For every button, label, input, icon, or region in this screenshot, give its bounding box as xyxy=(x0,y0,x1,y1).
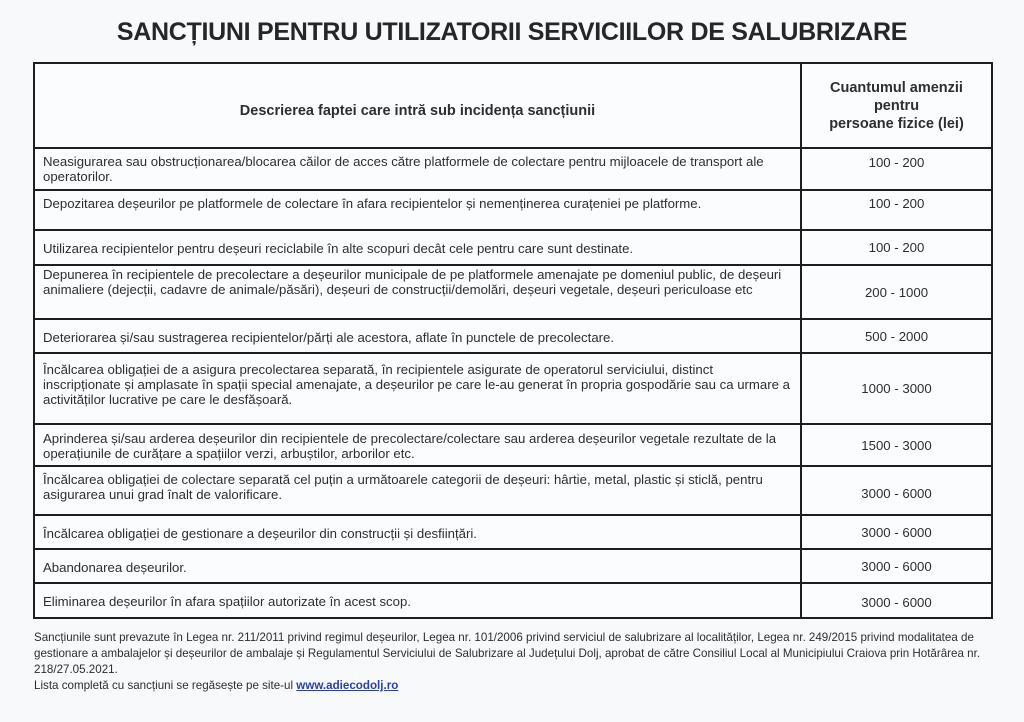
table-row xyxy=(34,583,992,618)
table-row xyxy=(34,190,992,230)
row-amount: 3000 - 6000 xyxy=(801,549,992,583)
row-amount: 500 - 2000 xyxy=(801,319,992,353)
row-description: Eliminarea deșeurilor în afara spațiilor autorizate în acest scop. xyxy=(34,583,801,618)
header-description xyxy=(34,63,801,148)
header-amount-line3: persoane fizice (lei) xyxy=(829,115,964,132)
sanctions-table xyxy=(33,62,993,619)
row-description: Neasigurarea sau obstrucționarea/blocarea căilor de acces către platformele de colectare pentru mijloacele de transport ale operatorilor. xyxy=(34,148,801,190)
row-amount: 3000 - 6000 xyxy=(801,583,992,618)
table-row xyxy=(34,230,992,265)
table-row xyxy=(34,466,992,515)
table-row xyxy=(34,353,992,424)
table-row xyxy=(34,424,992,466)
header-amount xyxy=(801,63,992,148)
row-description: Încălcarea obligației de colectare separată cel puțin a următoarele categorii de deșeuri: hârtie, metal, plastic și sticlă, pentru asigurarea unui grad înalt de valorificare. xyxy=(34,466,801,515)
table-row xyxy=(34,265,992,319)
row-description: Depunerea în recipientele de precolectare a deșeurilor municipale de pe platformele amenajate pe domeniul public, de deșeuri animaliere (dejecții, cadavre de animale/păsări), deșeuri de construcții/demolări, deșeuri vegetale, deșeuri periculoase etc xyxy=(34,265,801,319)
page-title: SANCȚIUNI PENTRU UTILIZATORII SERVICIILOR DE SALUBRIZARE xyxy=(116,18,908,46)
row-description: Utilizarea recipientelor pentru deșeuri reciclabile în alte scopuri decât cele pentru care sunt destinate. xyxy=(34,230,801,265)
row-amount: 1000 - 3000 xyxy=(801,353,992,424)
row-amount: 100 - 200 xyxy=(801,190,992,230)
legal-footnote xyxy=(34,630,994,694)
row-description: Încălcarea obligației de a asigura precolectarea separată, în recipientele asigurate de operatorul serviciului, distinct inscripționate și amplasate în spații special amenajate, a deșeurilor pe care le-au generat în propria gospodărie sau ca urmare a activităților lucrative pe care le desfășoară. xyxy=(34,353,801,424)
row-description: Aprinderea și/sau arderea deșeurilor din recipientele de precolectare/colectare sau arderea deșeurilor vegetale rezultate de la operațiunile de curățare a spațiilor verzi, arbuștilor, arborilor etc. xyxy=(34,424,801,466)
header-amount-line1: Cuantumul amenzii xyxy=(830,79,963,96)
table-header-row xyxy=(34,63,992,148)
row-amount: 200 - 1000 xyxy=(801,265,992,319)
row-amount: 100 - 200 xyxy=(801,230,992,265)
header-amount-line2: pentru xyxy=(873,97,920,114)
table-row xyxy=(34,515,992,549)
row-amount: 100 - 200 xyxy=(801,148,992,190)
website-link[interactable]: www.adiecodolj.ro xyxy=(296,679,399,692)
footnote-text: Sancțiunile sunt prevazute în Legea nr. 211/2011 privind regimul deșeurilor, Legea nr. 101/2006 privind serviciul de salubrizare al localităților, Legea nr. 249/2015 privind modalitatea de gestionare a ambalajelor și deșeurilor de ambalaje și Regulamentul Serviciului de Salubrizare al Județului Dolj, aprobat de către Consiliul Local al Municipiului Craiova prin Hotărârea nr. 218/27.05.2021. xyxy=(34,631,981,676)
table-row xyxy=(34,319,992,353)
row-amount: 1500 - 3000 xyxy=(801,424,992,466)
row-amount: 3000 - 6000 xyxy=(801,515,992,549)
footnote-link-prefix: Lista completă cu sancțiuni se regăsește pe site-ul xyxy=(34,679,297,692)
row-amount: 3000 - 6000 xyxy=(801,466,992,515)
header-description-label: Descrierea faptei care intră sub incidența sancțiunii xyxy=(239,102,596,119)
table-row xyxy=(34,549,992,583)
row-description: Abandonarea deșeurilor. xyxy=(34,549,801,583)
row-description: Depozitarea deșeurilor pe platformele de colectare în afara recipientelor și nemenținerea curațeniei pe platforme. xyxy=(34,190,801,230)
table-row xyxy=(34,148,992,190)
row-description: Deteriorarea și/sau sustragerea recipientelor/părți ale acestora, aflate în punctele de precolectare. xyxy=(34,319,801,353)
footnote-link-line xyxy=(34,678,994,694)
row-description: Încălcarea obligației de gestionare a deșeurilor din construcții și desființări. xyxy=(34,515,801,549)
